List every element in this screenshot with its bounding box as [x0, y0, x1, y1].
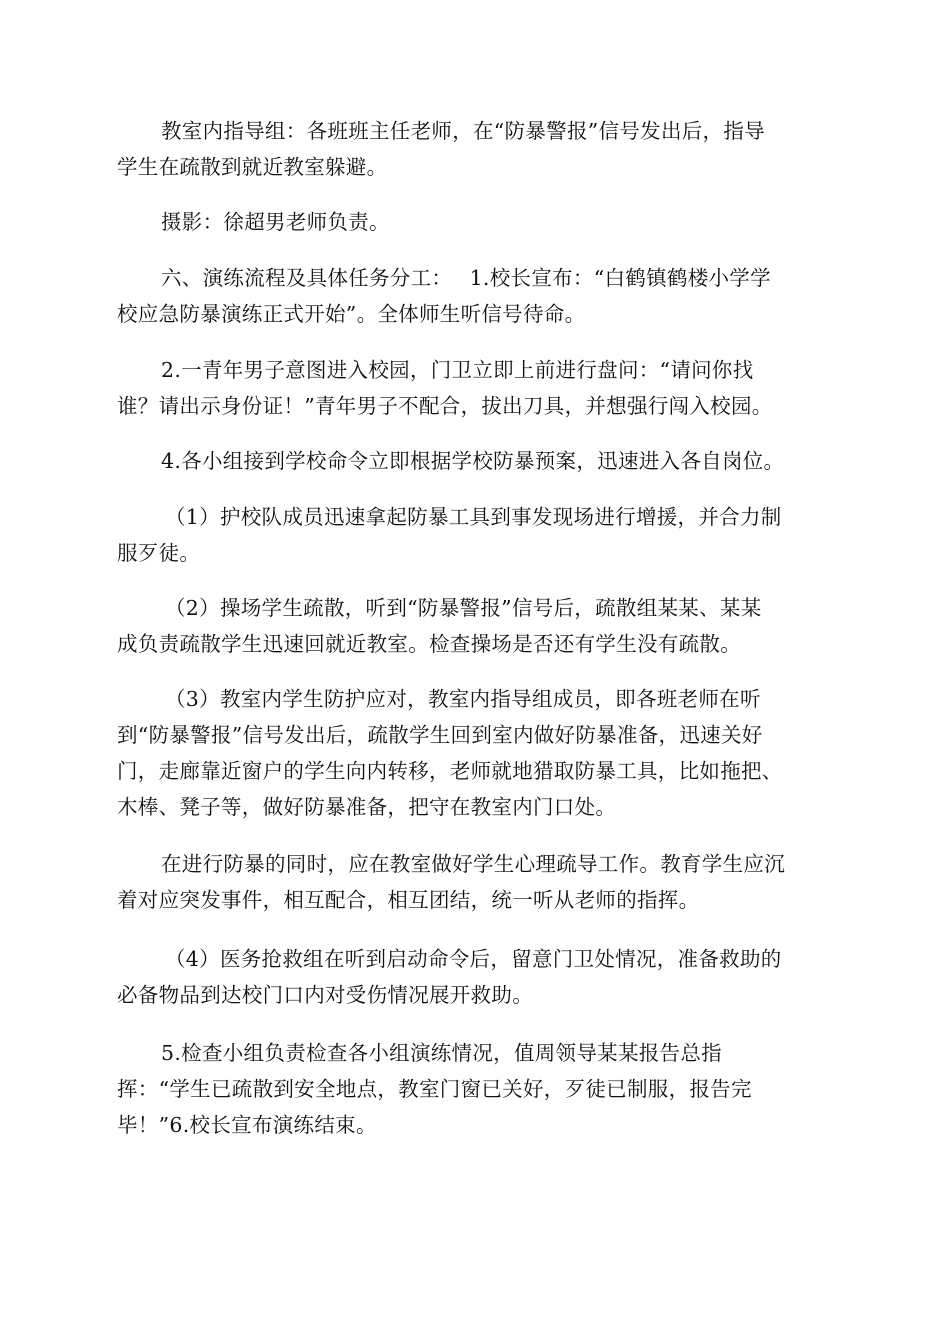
paragraph-line: 学生在疏散到就近教室躲避。: [117, 155, 388, 179]
paragraph-step-4: [117, 443, 835, 479]
paragraph-line: 门，走廊靠近窗户的学生向内转移，老师就地猎取防暴工具，比如拖把、: [117, 759, 783, 783]
paragraph-psychological-guidance: [117, 846, 835, 918]
paragraph-line: （1）护校队成员迅速拿起防暴工具到事发现场进行增援，并合力制: [165, 505, 782, 529]
paragraph-line: 毕！”6.校长宣布演练结束。: [117, 1113, 377, 1137]
paragraph-line: 在进行防暴的同时，应在教室做好学生心理疏导工作。教育学生应沉: [161, 852, 785, 876]
paragraph-drill-process: [117, 260, 835, 332]
paragraph-item-4: [117, 941, 835, 1013]
paragraph-line: 谁？请出示身份证！”青年男子不配合，拔出刀具，并想强行闯入校园。: [117, 394, 773, 418]
paragraph-line: （3）教室内学生防护应对，教室内指导组成员，即各班老师在听: [165, 687, 761, 711]
paragraph-photography: [117, 204, 835, 240]
paragraph-item-1: [117, 499, 835, 571]
paragraph-classroom-guidance-group: [117, 113, 835, 185]
paragraph-line: 成负责疏散学生迅速回就近教室。检查操场是否还有学生没有疏散。: [117, 632, 741, 656]
paragraph-line: 六、演练流程及具体任务分工： 1.校长宣布：“白鹤镇鹤楼小学学: [161, 266, 771, 290]
paragraph-line: （2）操场学生疏散，听到“防暴警报”信号后，疏散组某某、某某: [165, 596, 762, 620]
paragraph-line: 教室内指导组：各班班主任老师，在“防暴警报”信号发出后，指导: [161, 119, 765, 143]
paragraph-line: 服歹徒。: [117, 541, 201, 565]
paragraph-step-2: [117, 352, 835, 424]
paragraph-line: 着对应突发事件，相互配合，相互团结，统一听从老师的指挥。: [117, 888, 700, 912]
paragraph-step-5: [117, 1035, 835, 1143]
paragraph-line: 木棒、凳子等，做好防暴准备，把守在教室内门口处。: [117, 795, 617, 819]
paragraph-line: 到“防暴警报”信号发出后，疏散学生回到室内做好防暴准备，迅速关好: [117, 723, 763, 747]
paragraph-line: 校应急防暴演练正式开始”。全体师生听信号待命。: [117, 302, 586, 326]
paragraph-line: （4）医务抢救组在听到启动命令后，留意门卫处情况，准备救助的: [165, 947, 782, 971]
paragraph-item-2: [117, 590, 835, 662]
paragraph-line: 4.各小组接到学校命令立即根据学校防暴预案，迅速进入各自岗位。: [161, 449, 785, 473]
paragraph-line: 2.一青年男子意图进入校园，门卫立即上前进行盘问：“请问你找: [161, 358, 754, 382]
paragraph-line: 挥：“学生已疏散到安全地点，教室门窗已关好，歹徒已制服，报告完: [117, 1077, 752, 1101]
paragraph-line: 5.检查小组负责检查各小组演练情况，值周领导某某报告总指: [161, 1041, 722, 1065]
paragraph-line: 摄影：徐超男老师负责。: [161, 210, 390, 234]
paragraph-item-3: [117, 681, 835, 825]
paragraph-line: 必备物品到达校门口内对受伤情况展开救助。: [117, 983, 533, 1007]
